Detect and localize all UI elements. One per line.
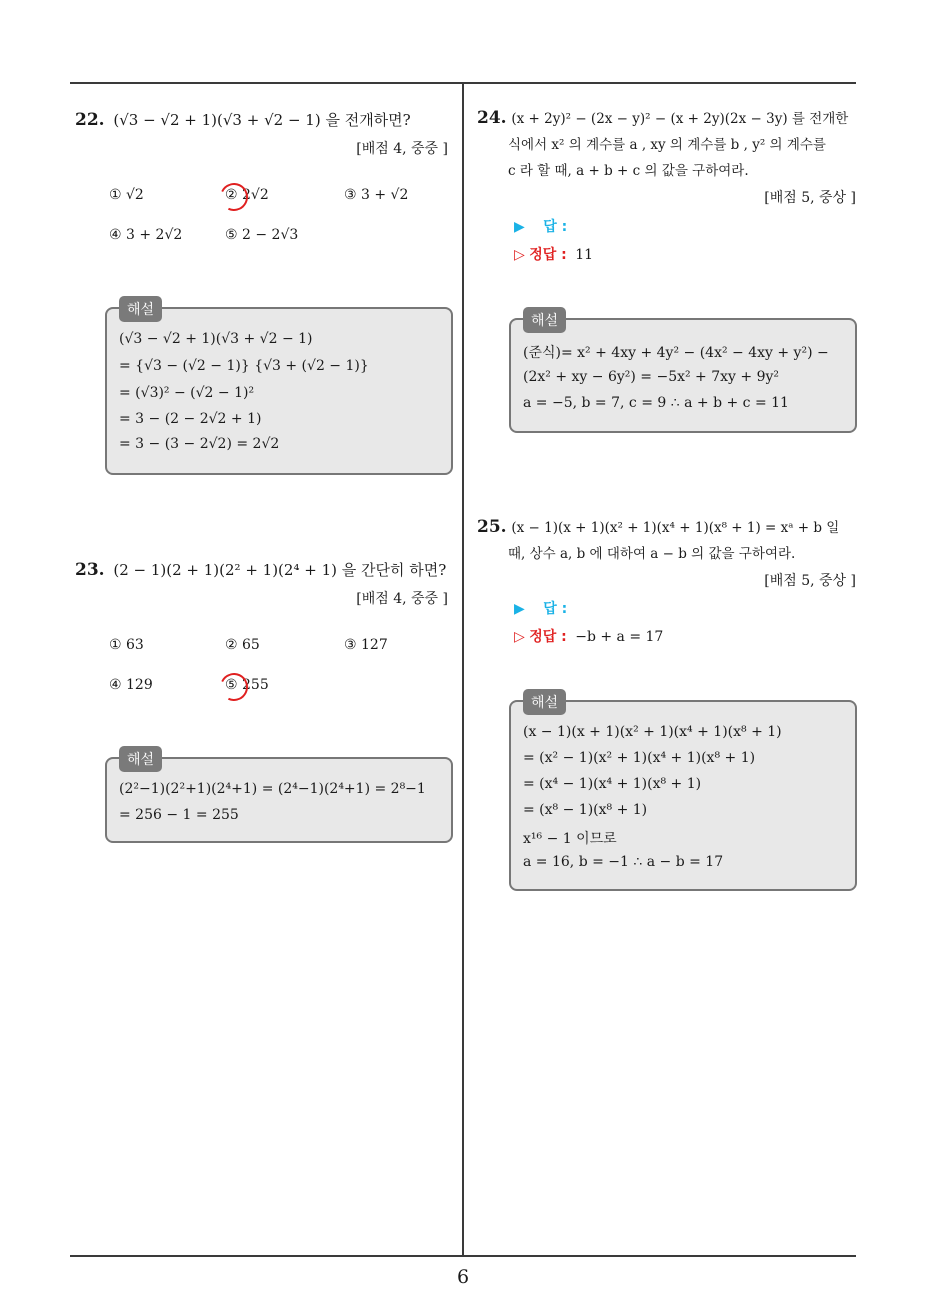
page-number: 6 <box>456 1266 470 1288</box>
q24-sol-line: (준식)= x² + 4xy + 4y² − (4x² − 4xy + y²) − <box>523 345 829 361</box>
q24-number: 24. <box>477 108 507 128</box>
q24-sol-line: (2x² + xy − 6y²) = −5x² + 7xy + 9y² <box>523 369 780 385</box>
q25-correct-row <box>514 626 663 646</box>
bottom-rule <box>70 1255 856 1257</box>
q22-number: 22. <box>75 110 105 130</box>
q22-sol-line: = (√3)² − (√2 − 1)² <box>119 385 255 401</box>
q25-sol-line: x¹⁶ − 1 이므로 <box>523 831 617 847</box>
q25-answer-row[interactable] <box>514 598 567 618</box>
q24-text-line1: (x + 2y)² − (2x − y)² − (x + 2y)(2x − 3y) 를 전개한 <box>511 111 849 127</box>
column-divider <box>462 84 464 1256</box>
q23-option-3[interactable]: ③ 127 <box>344 637 388 653</box>
q22-solution-box <box>105 307 453 475</box>
q22-option-2[interactable]: ② 2√2 <box>225 187 269 203</box>
q22-sol-line: (√3 − √2 + 1)(√3 + √2 − 1) <box>119 331 313 347</box>
q24-text-line2: 식에서 x² 의 계수를 a , xy 의 계수를 b , y² 의 계수를 <box>508 137 826 153</box>
q25-sol-line: = (x⁸ − 1)(x⁸ + 1) <box>523 802 648 818</box>
answer-arrow-icon: ▶ <box>514 219 525 235</box>
q23-stem <box>75 557 455 584</box>
q22-option-4[interactable]: ④ 3 + 2√2 <box>109 227 183 243</box>
q22-sol-line: = 3 − (3 − 2√2) = 2√2 <box>119 436 280 452</box>
q23-option-1[interactable]: ① 63 <box>109 637 144 653</box>
q24-solution-box <box>509 318 857 433</box>
correct-arrow-icon: ▷ <box>514 629 525 645</box>
q25-stem <box>477 514 867 542</box>
q23-meta: [배점 4, 중중 ] <box>356 591 448 607</box>
q25-correct-value: −b + a = 17 <box>575 629 664 645</box>
q24-sol-line: a = −5, b = 7, c = 9 ∴ a + b + c = 11 <box>523 395 789 411</box>
q25-solution-box <box>509 700 857 891</box>
q25-correct-label: 정답 : <box>529 629 567 645</box>
q25-number: 25. <box>477 517 507 537</box>
q23-option-2[interactable]: ② 65 <box>225 637 260 653</box>
q24-correct-row <box>514 244 593 264</box>
q23-sol-line: = 256 − 1 = 255 <box>119 807 239 823</box>
q25-answer-label: 답 : <box>543 601 568 617</box>
correct-arrow-icon: ▷ <box>514 247 525 263</box>
q24-correct-value: 11 <box>575 247 594 263</box>
q25-text-line2: 때, 상수 a, b 에 대하여 a − b 의 값을 구하여라. <box>508 546 796 562</box>
q24-solution-tag: 해설 <box>523 307 566 333</box>
q22-stem <box>75 107 455 134</box>
q23-number: 23. <box>75 560 105 580</box>
q25-text-line1: (x − 1)(x + 1)(x² + 1)(x⁴ + 1)(x⁸ + 1) = xᵃ + b 일 <box>511 520 840 536</box>
answer-arrow-icon: ▶ <box>514 601 525 617</box>
q23-solution-tag: 해설 <box>119 746 162 772</box>
q22-option-1[interactable]: ① √2 <box>109 187 144 203</box>
q23-option-4[interactable]: ④ 129 <box>109 677 153 693</box>
q24-stem <box>477 105 862 133</box>
q24-answer-row[interactable] <box>514 216 567 236</box>
q22-meta: [배점 4, 중중 ] <box>356 141 448 157</box>
q25-sol-line: (x − 1)(x + 1)(x² + 1)(x⁴ + 1)(x⁸ + 1) <box>523 724 782 740</box>
q22-sol-line: = {√3 − (√2 − 1)} {√3 + (√2 − 1)} <box>119 358 369 374</box>
q22-option-5[interactable]: ⑤ 2 − 2√3 <box>225 227 299 243</box>
q23-selected-circle-icon <box>216 669 252 705</box>
q23-sol-line: (2²−1)(2²+1)(2⁴+1) = (2⁴−1)(2⁴+1) = 2⁸−1 <box>119 781 426 797</box>
q24-correct-label: 정답 : <box>529 247 567 263</box>
q22-selected-circle-icon <box>216 179 252 215</box>
q25-meta: [배점 5, 중상 ] <box>764 573 856 589</box>
q25-solution-tag: 해설 <box>523 689 566 715</box>
q22-option-3[interactable]: ③ 3 + √2 <box>344 187 409 203</box>
q22-text: (√3 − √2 + 1)(√3 + √2 − 1) 을 전개하면? <box>113 111 411 129</box>
q25-sol-line: = (x² − 1)(x² + 1)(x⁴ + 1)(x⁸ + 1) <box>523 750 756 766</box>
q23-text: (2 − 1)(2 + 1)(2² + 1)(2⁴ + 1) 을 간단히 하면? <box>113 561 447 579</box>
q24-text-line3: c 라 할 때, a + b + c 의 값을 구하여라. <box>508 163 749 179</box>
q25-sol-line: = (x⁴ − 1)(x⁴ + 1)(x⁸ + 1) <box>523 776 702 792</box>
q25-sol-line: a = 16, b = −1 ∴ a − b = 17 <box>523 854 724 870</box>
q22-sol-line: = 3 − (2 − 2√2 + 1) <box>119 411 262 427</box>
q24-answer-label: 답 : <box>543 219 568 235</box>
q22-solution-tag: 해설 <box>119 296 162 322</box>
q23-option-5[interactable]: ⑤ 255 <box>225 677 269 693</box>
q24-meta: [배점 5, 중상 ] <box>764 190 856 206</box>
